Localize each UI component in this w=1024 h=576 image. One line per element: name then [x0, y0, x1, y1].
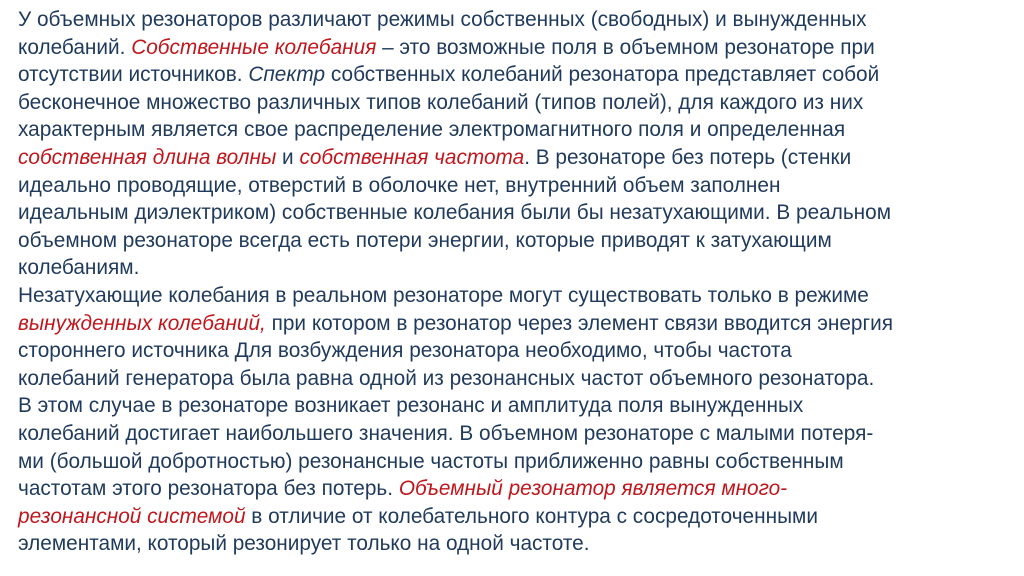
- text-run: элементами, который резонирует только на одной частоте.: [18, 532, 590, 556]
- text-line: [18, 310, 1008, 338]
- text-run: и: [276, 145, 300, 169]
- text-run: . В резонаторе без потерь (стенки: [524, 145, 852, 169]
- text-line: [18, 227, 1008, 255]
- emphasized-term: Спектр: [248, 63, 326, 87]
- text-line: [18, 448, 1008, 476]
- text-run: бесконечное множество различных типов колебаний (типов полей), для каждого из них: [18, 90, 864, 114]
- text-run: – это возможные поля в объемном резонаторе при: [376, 35, 875, 59]
- text-line: [18, 530, 1008, 558]
- text-run: колебаний достигает наибольшего значения. В объемном резонаторе с малыми потеря-: [18, 421, 874, 445]
- text-line: [18, 337, 1008, 365]
- highlighted-term: Собственные колебания: [131, 35, 377, 59]
- text-run: идеальным диэлектриком) собственные колебания были бы незатухающими. В реальном: [18, 201, 892, 225]
- text-line: [18, 116, 1008, 144]
- text-line: [18, 34, 1008, 62]
- text-run: идеально проводящие, отверстий в оболочке нет, внутренний объем заполнен: [18, 173, 781, 197]
- text-run: колебаний генератора была равна одной из резонансных частот объемного резонатора.: [18, 366, 875, 390]
- text-run: частотам этого резонатора без потерь.: [18, 477, 399, 501]
- text-line: [18, 392, 1008, 420]
- highlighted-term: собственная частота: [299, 145, 525, 169]
- highlighted-term: вынужденных колебаний,: [18, 311, 266, 335]
- highlighted-term: Объемный резонатор является много-: [398, 477, 788, 501]
- text-run: У объемных резонаторов различают режимы собственных (свободных) и вынужденных: [18, 8, 867, 31]
- body-text: [18, 6, 1008, 558]
- text-line: [18, 61, 1008, 89]
- text-run: характерным является свое распределение электромагнитного поля и определенная: [18, 118, 846, 142]
- text-line: [18, 199, 1008, 227]
- text-run: при котором в резонатор через элемент связи вводится энергия: [265, 311, 893, 335]
- text-run: В этом случае в резонаторе возникает резонанс и амплитуда поля вынужденных: [18, 394, 804, 418]
- text-run: стороннего источника Для возбуждения резонатора необходимо, чтобы частота: [18, 339, 792, 363]
- highlighted-term: резонансной системой: [18, 504, 246, 528]
- text-line: [18, 282, 1008, 310]
- text-run: собственных колебаний резонатора представляет собой: [325, 63, 880, 87]
- text-line: [18, 144, 1008, 172]
- text-run: Незатухающие колебания в реальном резонаторе могут существовать только в режиме: [18, 283, 869, 307]
- text-line: [18, 420, 1008, 448]
- text-line: [18, 475, 1008, 503]
- text-run: ми (большой добротностью) резонансные частоты приближенно равны собственным: [18, 449, 844, 473]
- text-run: колебаниям.: [18, 256, 140, 280]
- text-run: отсутствии источников.: [18, 63, 249, 87]
- text-line: [18, 6, 1008, 34]
- text-run: в отличие от колебательного контура с сосредоточенными: [245, 504, 818, 528]
- text-line: [18, 254, 1008, 282]
- text-run: колебаний.: [18, 35, 132, 59]
- text-line: [18, 89, 1008, 117]
- text-run: объемном резонаторе всегда есть потери энергии, которые приводят к затухающим: [18, 228, 832, 252]
- highlighted-term: собственная длина волны: [18, 145, 277, 169]
- text-line: [18, 172, 1008, 200]
- text-line: [18, 365, 1008, 393]
- text-line: [18, 503, 1008, 531]
